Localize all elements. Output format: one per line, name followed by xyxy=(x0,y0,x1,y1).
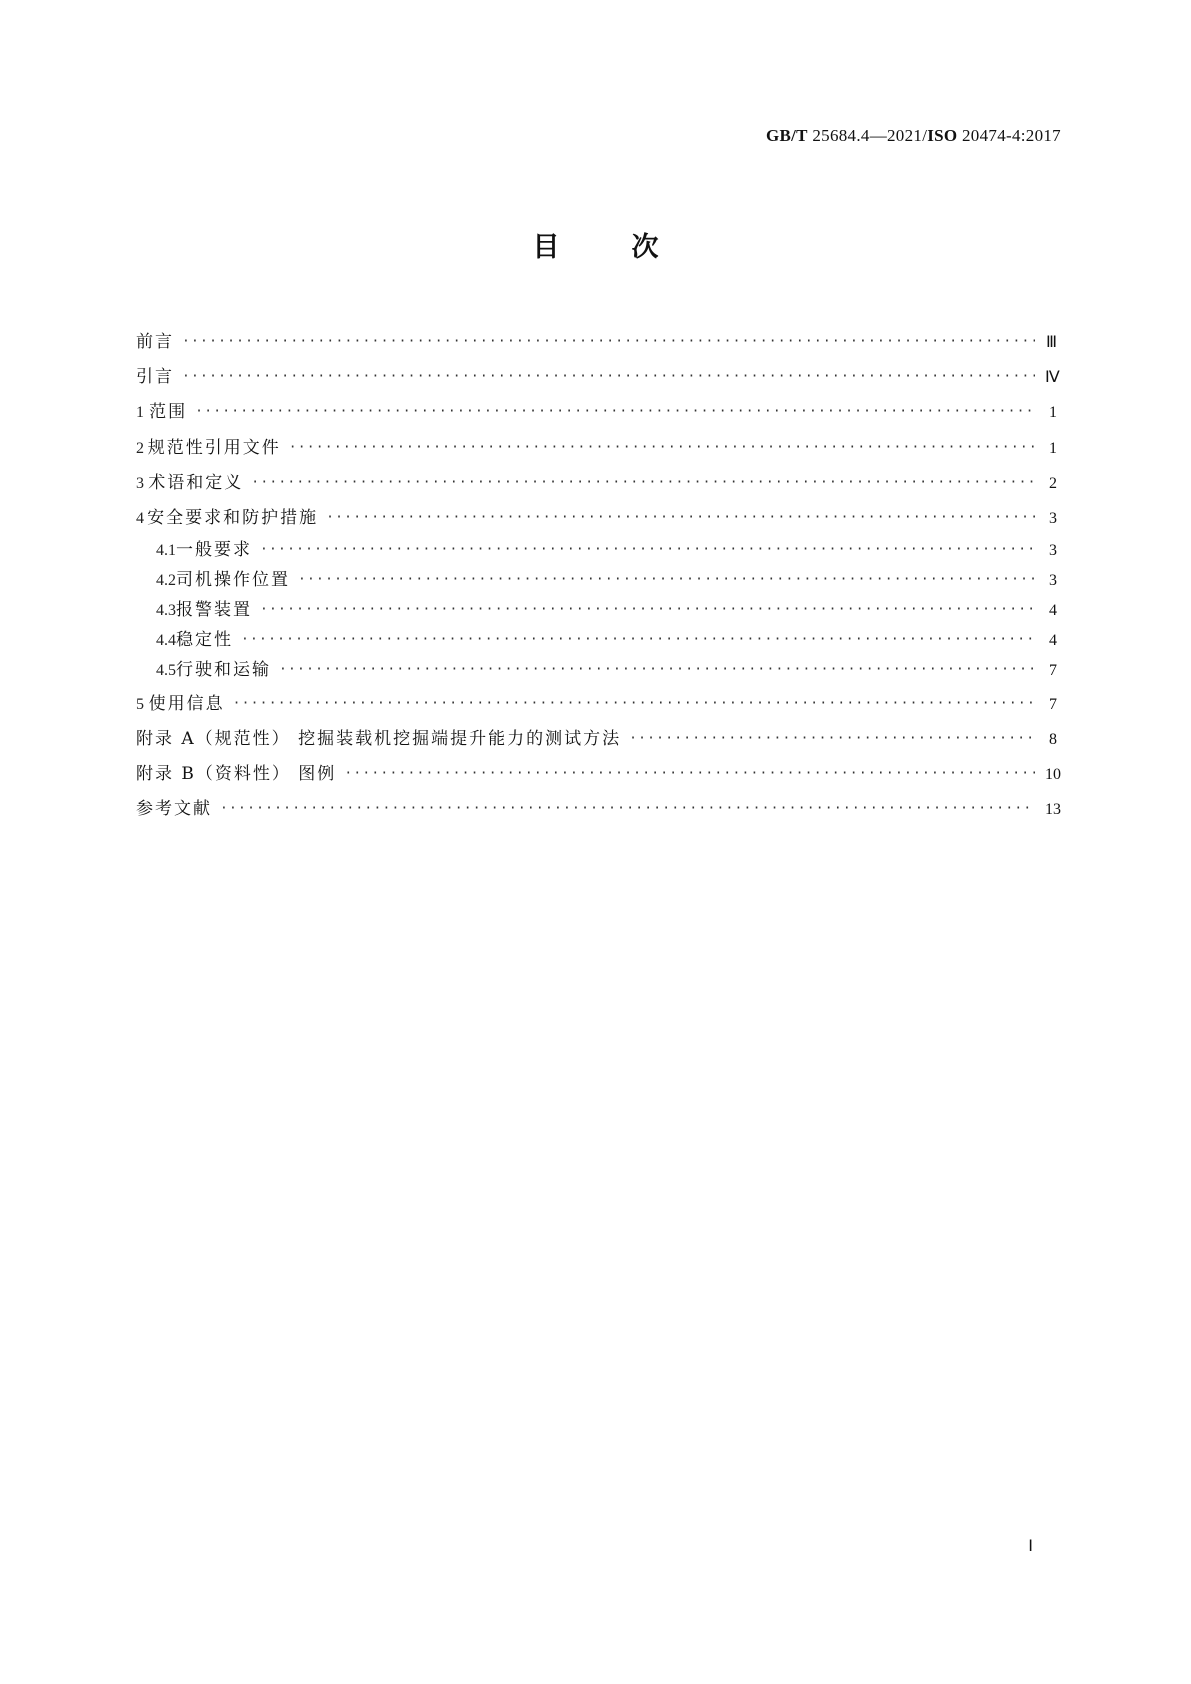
dot-leader xyxy=(344,764,1035,784)
toc-entry-annex-a[interactable] xyxy=(136,723,1057,749)
toc-entry-page: 1 xyxy=(1049,440,1057,457)
dot-leader xyxy=(241,630,1035,650)
toc-entry-label: 一般要求 xyxy=(176,540,252,560)
toc-entry-foreword[interactable] xyxy=(136,326,1057,352)
toc-entry-annex-b[interactable] xyxy=(136,758,1061,784)
dot-leader xyxy=(195,402,1035,422)
toc-entry-page: 10 xyxy=(1045,766,1061,783)
toc-entry-5[interactable] xyxy=(136,688,1057,714)
toc-entry-number: 3 xyxy=(136,475,144,492)
toc-entry-page: 4 xyxy=(1049,632,1057,649)
toc-entry-page: 8 xyxy=(1049,731,1057,748)
toc-entry-4-4[interactable] xyxy=(156,624,1057,650)
toc-entry-number: 4 xyxy=(136,510,144,527)
dot-leader xyxy=(260,600,1035,620)
toc-entry-page: 3 xyxy=(1049,542,1057,559)
dot-leader xyxy=(629,729,1035,749)
toc-entry-page: 7 xyxy=(1049,696,1057,713)
toc-entry-label: 行驶和运输 xyxy=(176,660,271,680)
toc-entry-4-1[interactable] xyxy=(156,534,1057,560)
toc-entry-label: 稳定性 xyxy=(176,630,233,650)
title-char-2: 次 xyxy=(631,232,659,263)
dot-leader xyxy=(251,473,1035,493)
dot-leader xyxy=(220,799,1035,819)
toc-entry-number: 5 xyxy=(136,696,144,713)
toc-entry-4-3[interactable] xyxy=(156,594,1057,620)
dot-leader xyxy=(182,367,1035,387)
toc-entry-label: 范围 xyxy=(149,402,188,422)
dot-leader xyxy=(260,540,1035,560)
toc-entry-page: 13 xyxy=(1045,801,1061,818)
toc-entry-4[interactable] xyxy=(136,502,1057,528)
dot-leader xyxy=(233,694,1035,714)
toc-entry-introduction[interactable] xyxy=(136,361,1060,387)
toc-entry-number: 4.5 xyxy=(156,662,176,679)
iso-prefix: ISO xyxy=(927,126,958,145)
toc-entry-4-5[interactable] xyxy=(156,654,1057,680)
toc-entry-4-2[interactable] xyxy=(156,564,1057,590)
toc-entry-page: 4 xyxy=(1049,602,1057,619)
toc-entry-page: 3 xyxy=(1049,572,1057,589)
toc-entry-1[interactable] xyxy=(136,396,1057,422)
toc-entry-label: 参考文献 xyxy=(136,799,212,819)
toc-entry-page: 1 xyxy=(1049,404,1057,421)
toc-entry-label: 引言 xyxy=(136,367,174,387)
toc-entry-label: 使用信息 xyxy=(148,694,225,714)
toc-entry-number: 4.4 xyxy=(156,632,176,649)
toc-entry-number: 4.2 xyxy=(156,572,176,589)
dot-leader xyxy=(289,438,1035,458)
toc-entry-page: 3 xyxy=(1049,510,1057,527)
toc-entry-label: 安全要求和防护措施 xyxy=(147,508,319,528)
iso-number: 20474-4:2017 xyxy=(957,126,1061,145)
toc-entry-label: 附录 A（规范性） 挖掘装载机挖掘端提升能力的测试方法 xyxy=(136,729,622,749)
standard-number: 25684.4—2021/ xyxy=(807,126,928,145)
toc-entry-page: Ⅲ xyxy=(1045,334,1057,351)
toc-entry-number: 4.3 xyxy=(156,602,176,619)
toc-entry-label: 司机操作位置 xyxy=(176,570,290,590)
toc-entry-number: 1 xyxy=(136,404,144,421)
toc-entry-bibliography[interactable] xyxy=(136,793,1061,819)
toc-entry-label: 附录 B（资料性） 图例 xyxy=(136,764,337,784)
dot-leader xyxy=(279,660,1035,680)
standard-prefix: GB/T xyxy=(765,126,808,145)
toc-entry-label: 前言 xyxy=(136,332,174,352)
page-title xyxy=(0,225,1191,264)
toc-entry-label: 报警装置 xyxy=(176,600,252,620)
dot-leader xyxy=(298,570,1035,590)
page-number: Ⅰ xyxy=(1028,1538,1033,1555)
dot-leader xyxy=(182,332,1035,352)
title-char-1: 目 xyxy=(532,232,560,263)
toc-entry-3[interactable] xyxy=(136,467,1057,493)
toc-entry-page: 2 xyxy=(1049,475,1057,492)
standard-code xyxy=(766,126,1061,146)
toc-entry-number: 2 xyxy=(136,440,144,457)
toc-entry-number: 4.1 xyxy=(156,542,176,559)
toc-entry-label: 术语和定义 xyxy=(148,473,244,493)
toc-entry-2[interactable] xyxy=(136,432,1057,458)
toc-entry-page: 7 xyxy=(1049,662,1057,679)
toc-entry-label: 规范性引用文件 xyxy=(147,438,281,458)
toc-entry-page: Ⅳ xyxy=(1045,369,1060,386)
dot-leader xyxy=(326,508,1035,528)
